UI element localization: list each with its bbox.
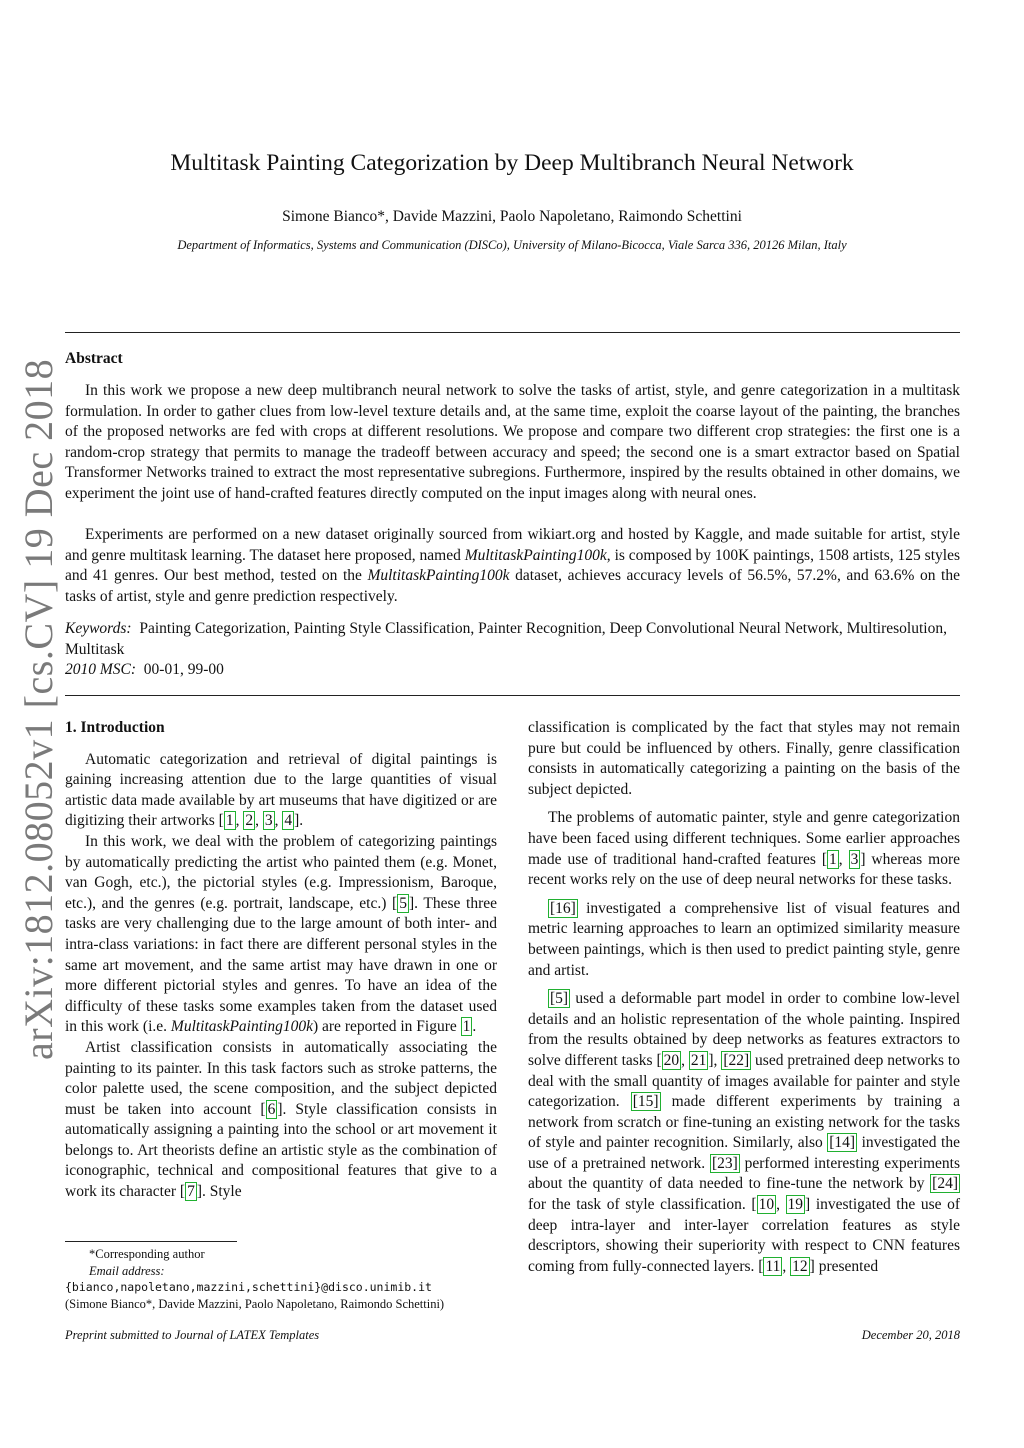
citation-link[interactable]: 21	[690, 1051, 707, 1069]
right-column	[528, 718, 960, 1277]
citation-link[interactable]: 3	[264, 812, 273, 830]
footnote-divider	[65, 1241, 237, 1242]
author-list: Simone Bianco*, Davide Mazzini, Paolo Napoletano, Raimondo Schettini	[282, 208, 742, 225]
citation-link[interactable]: [24]	[932, 1175, 958, 1193]
citation-link[interactable]: [15]	[632, 1093, 659, 1111]
citation-link[interactable]: 12	[792, 1257, 808, 1275]
citation-link[interactable]: 19	[787, 1196, 804, 1214]
intro-paragraph-3-continued: classification is complicated by the fact that styles may not remain pure but could be influenced by others. Finally, genre classification consists in automatically categorizing a painting on the basis of the subject depicted.	[528, 719, 960, 798]
citation-link[interactable]: [14]	[829, 1134, 856, 1152]
citation-link[interactable]: 7	[187, 1183, 195, 1201]
abstract-paragraph-2: Experiments are performed on a new dataset originally sourced from wikiart.org and hosted by Kaggle, and made suitable for artist, style and genre multitask learning. The dataset here proposed, named MultitaskPainting100k, is composed by 100K paintings, 1508 artists, 125 styles and 41 genres. Our best method, tested on the MultitaskPainting100k dataset, achieves accuracy levels of 56.5%, 57.2%, and 63.6% on the tasks of artist, style and genre prediction respectively.	[65, 526, 960, 605]
citation-link[interactable]: 2	[245, 812, 254, 830]
citation-link[interactable]: 1	[829, 850, 837, 868]
abstract-heading: Abstract	[65, 350, 123, 367]
corresponding-author-note: *Corresponding author	[89, 1247, 205, 1261]
keywords	[65, 619, 960, 660]
citation-link[interactable]: [16]	[550, 899, 576, 917]
citation-link[interactable]: 1	[225, 812, 234, 830]
citation-link[interactable]: 3	[850, 850, 859, 868]
footnote-author-names: (Simone Bianco*, Davide Mazzini, Paolo Napoletano, Raimondo Schettini)	[65, 1296, 445, 1311]
footer-date: December 20, 2018	[861, 1328, 960, 1342]
footer-journal: Preprint submitted to Journal of LATEX Templates	[65, 1328, 320, 1342]
msc-codes	[65, 660, 224, 681]
email-label: Email address:	[89, 1263, 165, 1278]
msc-label: 2010 MSC:	[65, 661, 137, 678]
intro-paragraph-6: [5] used a deformable part model in order to combine low-level details and an holistic representation of the whole painting. Inspired from the results obtained by deep networks as features extractors to solve different tasks [ 20 , 21 ], [22] used pretrained deep networks to deal with the small quantity of images available for painter and style categorization. [15] made different experiments by training a network from scratch or fine-tuning an existing network for the tasks of style and painter recognition. Similarly, also [14] investigated the use of a pretrained network. [23] performed interesting experiments about the quantity of data needed to fine-tune the network by [24] for the task of style classification. [ 10 , 19 ] investigated the use of deep intra-layer and inter-layer correlation features as style descriptors, showing their superiority with respect to CNN features coming from fully-connected layers. [ 11 , 12 ] presented	[528, 990, 961, 1275]
citation-link[interactable]: 11	[765, 1257, 781, 1275]
intro-paragraph-4: The problems of automatic painter, style and genre categorization have been faced using different techniques. Some earlier approaches made use of traditional hand-crafted features [ 1 , 3 ] whereas more recent works rely on the use of deep neural networks for these tasks.	[528, 809, 960, 889]
msc-text: 00-01, 99-00	[143, 661, 224, 678]
footnote	[65, 1246, 505, 1312]
keywords-text: Painting Categorization, Painting Style Classification, Painter Recognition, Deep Convolutional Neural Network, Multiresolution, Multitask	[65, 620, 947, 658]
citation-link[interactable]: [5]	[550, 990, 569, 1008]
intro-paragraph-2: In this work, we deal with the problem of categorizing paintings by automatically predicting the artist who painted them (e.g. Monet, van Gogh, etc.), the pictorial styles (e.g. Impressionism, Baroque, etc.), and the genres (e.g. portrait, landscape, etc.) [ 5 ]. These three tasks are very challenging due to the large amount of both inter- and intra-class variations: in fact there are different personal styles in the same art movement, and the same artist may have drawn in one or more different pictorial styles and genres. To have an idea of the difficulty of these tasks some examples taken from the dataset used in this work (i.e. MultitaskPainting100k) are reported in Figure 1 .	[65, 832, 498, 1036]
citation-link[interactable]: 5	[399, 894, 407, 912]
section-heading-introduction: 1. Introduction	[65, 719, 165, 736]
intro-paragraph-1: Automatic categorization and retrieval of digital paintings is gaining increasing attention due to the large quantities of visual artistic data made available by art museums that have digitized or are digitizing their artworks [ 1 , 2 , 3 , 4 ].	[65, 750, 497, 830]
arxiv-identifier-stamp: arXiv:1812.08052v1 [cs.CV] 19 Dec 2018	[16, 358, 61, 1060]
citation-link[interactable]: 4	[284, 812, 293, 830]
intro-paragraph-5: [16] investigated a comprehensive list of visual features and metric learning approaches to learn an optimized similarity measure between paintings, which is then used to predict painting style, genre and artist.	[528, 899, 960, 979]
intro-paragraph-3: Artist classification consists in automatically associating the painting to its painter. In this task factors such as stroke patterns, the color palette used, the scene composition, and the subject depicted must be taken into account [ 6 ]. Style classification consists in automatically assigning a painting into the school or art movement it belongs to. Art theorists define an artistic style as the combination of iconographic, technical and compositional features that give to a work its character [ 7 ]. Style	[65, 1038, 497, 1201]
citation-link[interactable]: 6	[267, 1100, 276, 1118]
abstract-paragraph-1: In this work we propose a new deep multibranch neural network to solve the tasks of artist, style, and genre categorization in a multitask formulation. In order to gather clues from low-level texture details and, at the same time, exploit the coarse layout of the painting, the branches of the proposed networks are fed with crops at different resolutions. We propose and compare two different crop strategies: the first one is a random-crop strategy that permits to manage the tradeoff between accuracy and speed; the second one is a smart extractor based on Spatial Transformer Networks trained to extract the most representative subregions. Furthermore, inspired by the results obtained in other domains, we experiment the joint use of hand-crafted features directly computed on the input images along with neural ones.	[65, 382, 960, 502]
affiliation: Department of Informatics, Systems and Communication (DISCo), University of Milano-Bicocca, Viale Sarca 336, 20126 Milan, Italy	[177, 238, 847, 252]
figure-link[interactable]: 1	[462, 1018, 471, 1036]
left-column	[65, 718, 497, 1203]
paper-title: Multitask Painting Categorization by Deep Multibranch Neural Network	[170, 150, 854, 176]
citation-link[interactable]: 10	[758, 1196, 775, 1214]
email-address[interactable]: {bianco,napoletano,mazzini,schettini}@disco.unimib.it	[65, 1280, 432, 1294]
citation-link[interactable]: [23]	[712, 1154, 738, 1172]
keywords-label: Keywords:	[65, 620, 132, 637]
middle-divider	[65, 695, 960, 696]
citation-link[interactable]: [22]	[723, 1051, 750, 1069]
citation-link[interactable]: 20	[663, 1051, 680, 1069]
top-divider	[65, 332, 960, 333]
